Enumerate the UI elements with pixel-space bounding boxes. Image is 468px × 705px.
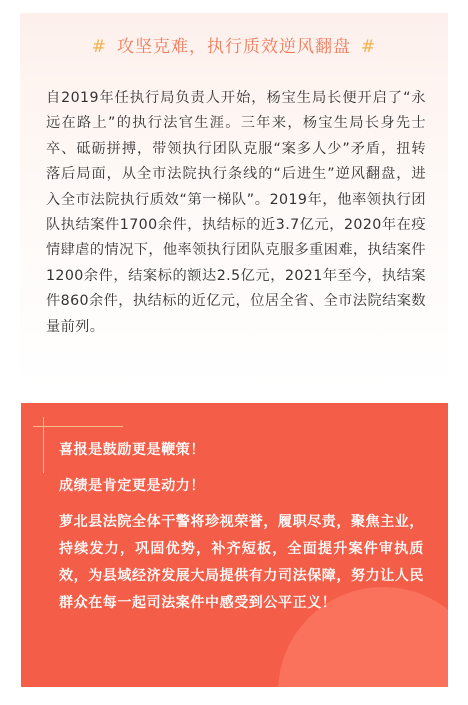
banner-text (59, 437, 424, 626)
article-section-card (20, 13, 448, 388)
hash-decoration-left: # (91, 37, 107, 57)
banner-line-2: 成绩是肯定更是动力！ (59, 478, 205, 494)
decorative-line-horizontal (33, 426, 123, 427)
announcement-banner (21, 403, 448, 687)
hash-decoration-right: # (361, 37, 377, 57)
banner-line-3: 萝北县法院全体干警将珍视荣誉，履职尽责，聚焦主业，持续发力，巩固优势，补齐短板，全面提升案件审执质效，为县域经济发展大局提供有力司法保障，努力让人民群众在每一起司法案件中感受到公平正义！ (59, 514, 424, 611)
section-heading (20, 32, 448, 57)
section-heading-text: 攻坚克难，执行质效逆风翻盘 (117, 37, 351, 57)
section-body-paragraph: 自2019年任执行局负责人开始，杨宝生局长便开启了“永远在路上”的执行法官生涯。三年来，杨宝生局长身先士卒、砥砺拼搏，带领执行团队克服“案多人少”矛盾，扭转落后局面，从全市法院执行条线的“后进生”逆风翻盘，进入全市法院执行质效“第一梯队”。2019年，他率领执行团队执结案件1700余件，执结标的近3.7亿元，2020年在疫情肆虐的情况下，他率领执行团队克服多重困难，执结案件1200余件，结案标的额达2.5亿元，2021年至今，执结案件860余件，执结标的近亿元，位居全省、全市法院结案数量前列。 (46, 90, 426, 335)
banner-line-1: 喜报是鼓励更是鞭策！ (59, 442, 205, 458)
